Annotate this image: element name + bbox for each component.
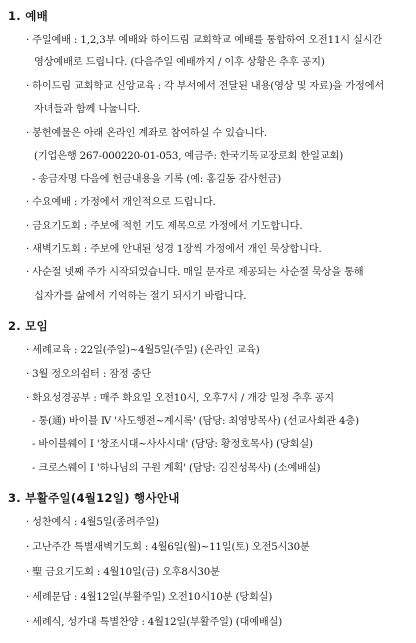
- noon-rest-line: · 3월 정오의쉼터 : 잠정 중단: [26, 369, 152, 380]
- section-heading-easter: 3. 부활주일(4월12일) 행사안내: [8, 491, 180, 505]
- communion-line: · 성찬예식 : 4월5일(종려주일): [26, 517, 159, 528]
- church-school-line-1: · 하이드림 교회학교 신앙교육 : 각 부서에서 전달된 내용(영상 및 자료)을 가정에서: [26, 81, 385, 92]
- baptism-ceremony-line: · 세례식, 성가대 특별찬양 : 4월12일(부활주일) (대예배실): [26, 617, 283, 628]
- section-heading-meetings: 2. 모임: [8, 319, 49, 333]
- good-friday-prayer-line: · 聖 금요기도회 : 4월10일(금) 오후8시30분: [26, 567, 220, 578]
- bible-course-2-line: - 바이블웨이 I '창조시대~사사시대' (담당: 황정호목사) (당회실): [32, 439, 313, 450]
- bible-course-1-line: - 통(通) 바이블 Ⅳ '사도행전~계시록' (담당: 최영망목사) (선교사회관 4층): [32, 416, 359, 427]
- lent-line-2: 십자가를 삶에서 기억하는 절기 되시기 바랍니다.: [34, 291, 247, 302]
- church-school-line-2: 자녀들과 함께 나눕니다.: [34, 104, 141, 115]
- bible-course-3-line: - 크로스웨이 I '하나님의 구원 계획' (담당: 김진성목사) (소예배실): [32, 463, 321, 474]
- section-heading-worship: 1. 예배: [8, 9, 49, 23]
- offering-note-line: - 송금자명 다음에 헌금내용을 기록 (예: 홍길동 감사헌금): [32, 174, 282, 185]
- baptism-interview-line: · 세례문답 : 4월12일(부활주일) 오전10시10분 (당회실): [26, 592, 273, 603]
- lent-line-1: · 사순절 넷째 주가 시작되었습니다. 매일 문자로 제공되는 사순절 묵상을 통해: [26, 267, 364, 278]
- offering-line-1: · 봉헌예물은 아래 온라인 계좌로 참여하실 수 있습니다.: [26, 128, 267, 139]
- offering-account-line: (기업은행 267-000220-01-053, 예금주: 한국기독교장로회 한일교회): [34, 151, 344, 162]
- baptism-class-line: · 세례교육 : 22일(주일)~4월5일(주일) (온라인 교육): [26, 345, 260, 356]
- dawn-prayer-line: · 새벽기도회 : 주보에 안내된 성경 1장씩 가정에서 개인 묵상합니다.: [26, 244, 322, 255]
- worship-sunday-line-2: 영상예배로 드립니다. (다음주일 예배까지 / 이후 상황은 추후 공지): [34, 57, 325, 68]
- worship-sunday-line-1: · 주일예배 : 1,2,3부 예배와 하이드림 교회학교 예배를 통합하여 오전11시 실시간: [26, 35, 383, 46]
- wednesday-service-line: · 수요예배 : 가정에서 개인적으로 드립니다.: [26, 197, 216, 208]
- friday-prayer-line: · 금요기도회 : 주보에 적힌 기도 제목으로 가정에서 기도합니다.: [26, 221, 303, 232]
- tuesday-bible-study-line: · 화요성경공부 : 매주 화요일 오전10시, 오후7시 / 개강 일정 추후 공지: [26, 393, 334, 404]
- holy-week-dawn-prayer-line: · 고난주간 특별새벽기도회 : 4월6일(월)~11일(토) 오전5시30분: [26, 542, 310, 553]
